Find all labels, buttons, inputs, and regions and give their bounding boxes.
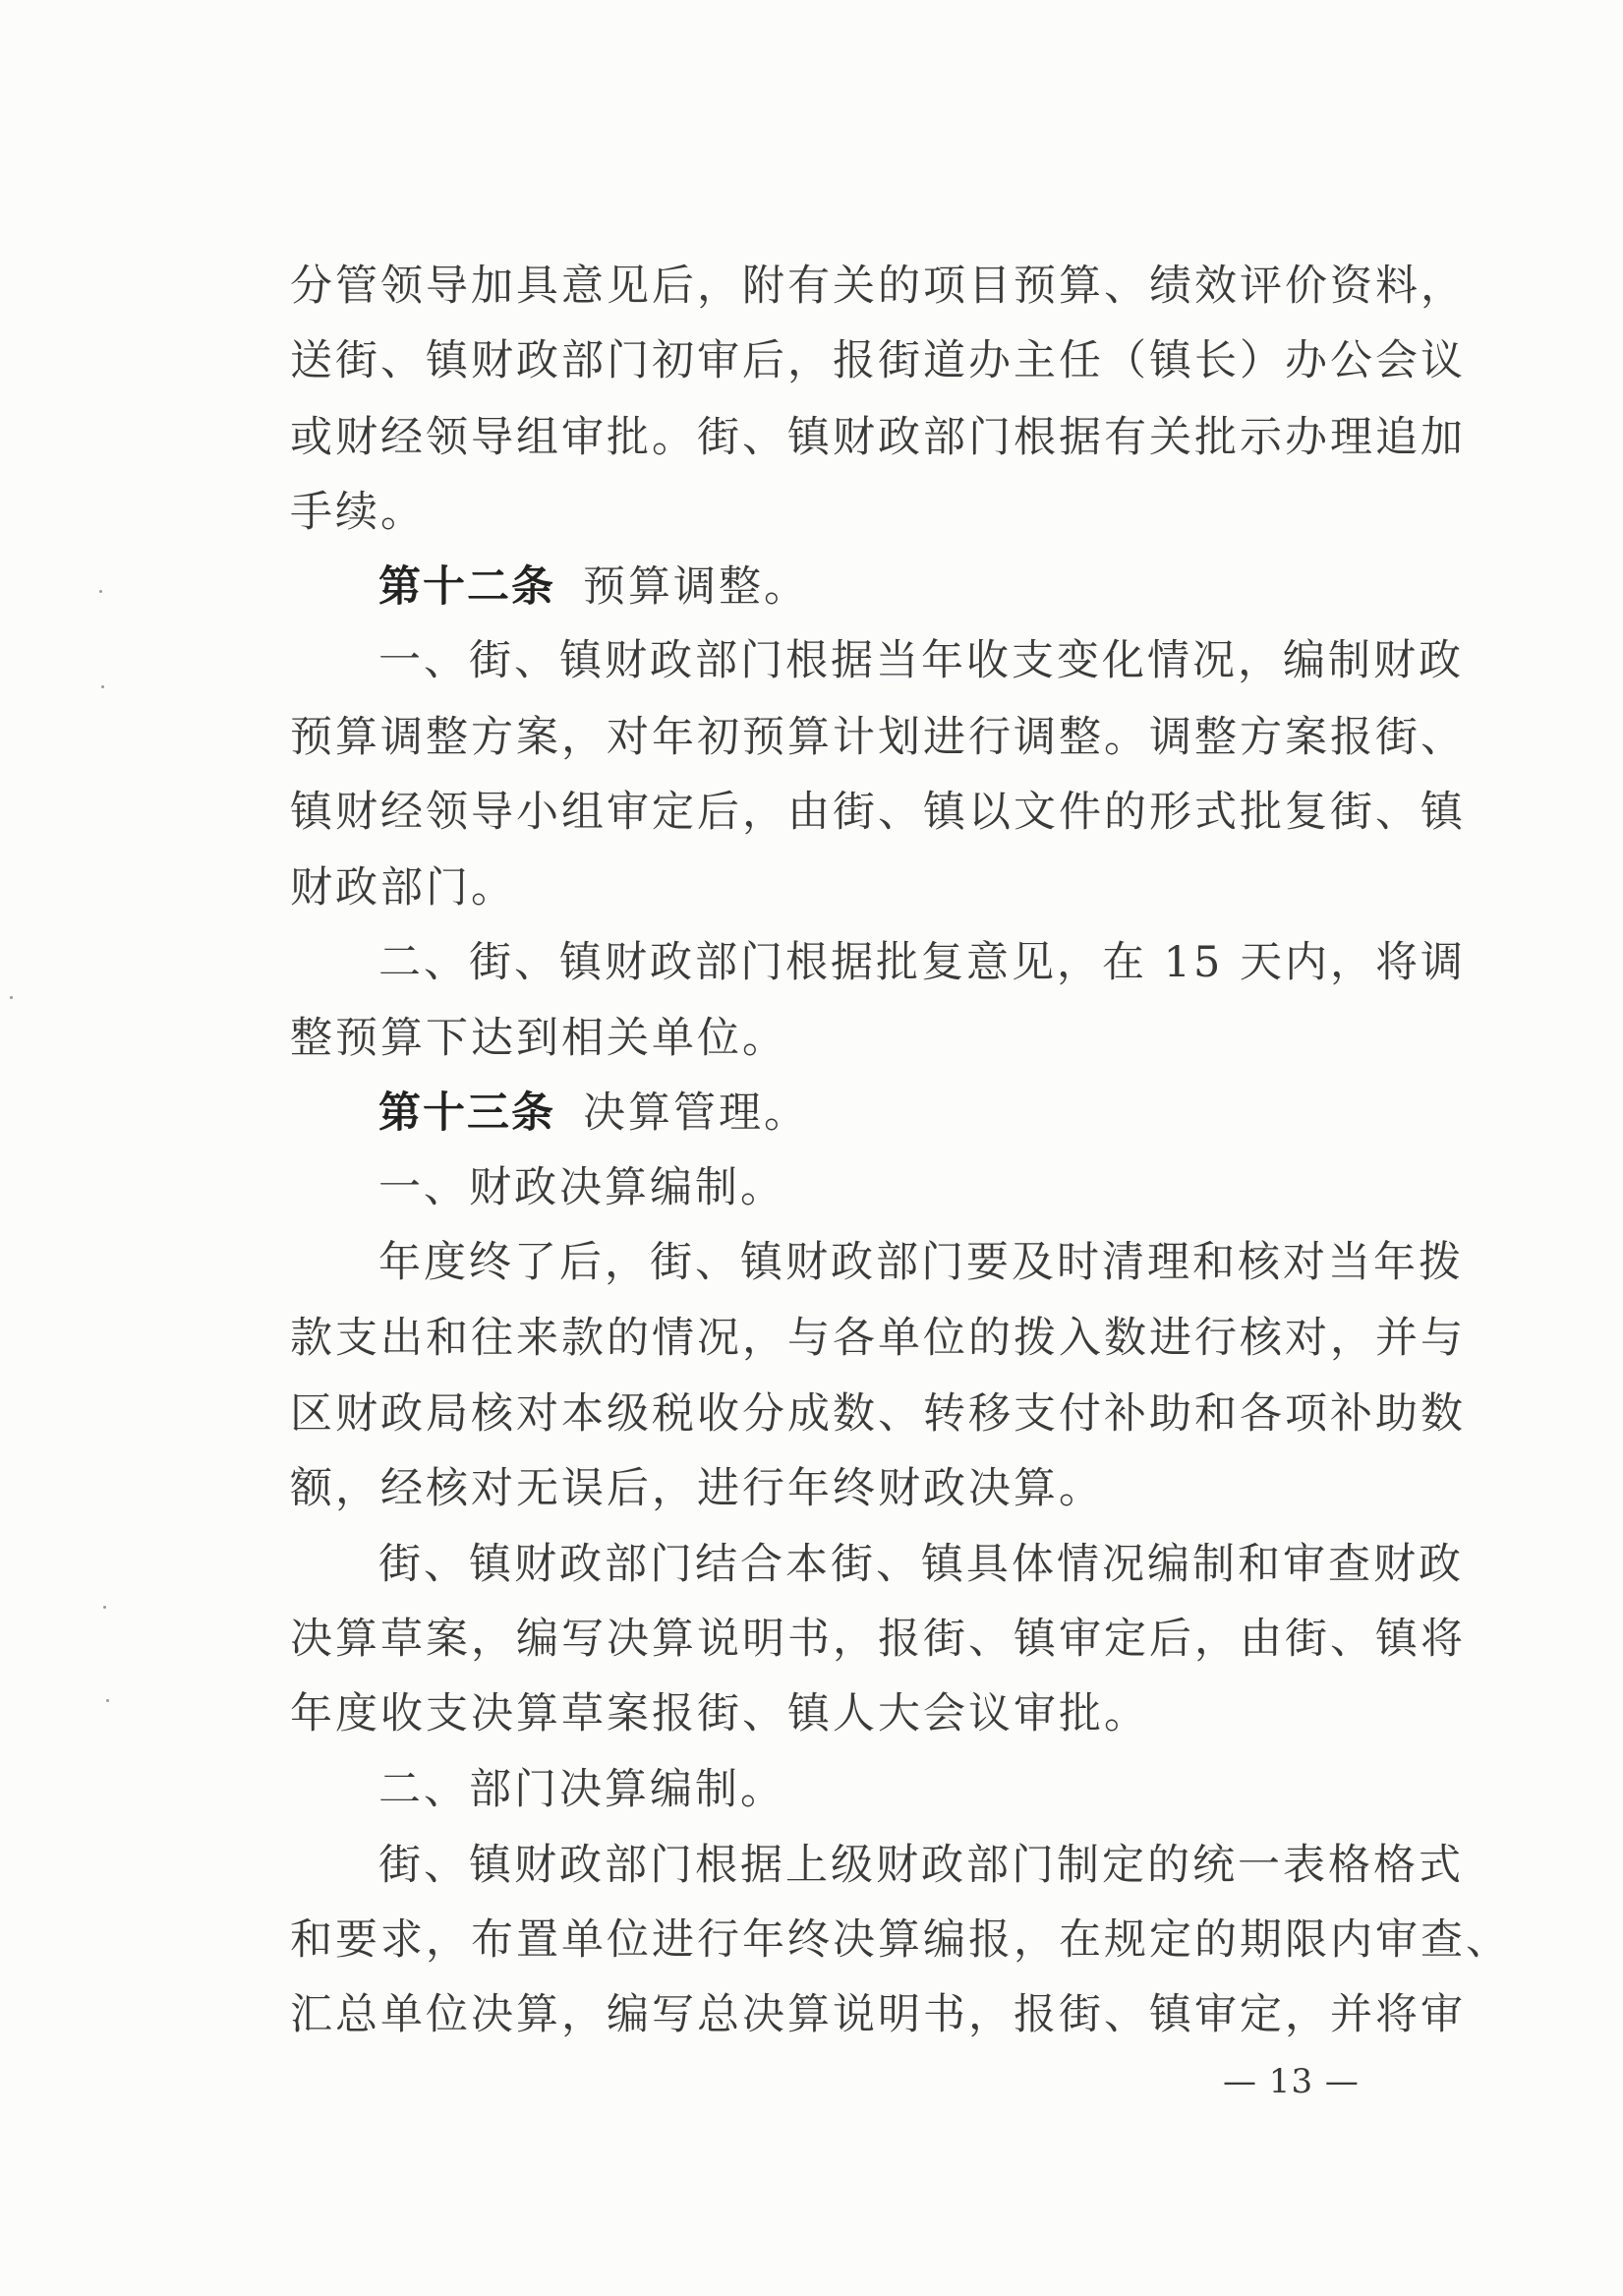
scan-speck [10,996,13,999]
body-line: 街、镇财政部门结合本街、镇具体情况编制和审查财政 [378,1540,1464,1589]
article-13-title: 决算管理。 [583,1089,809,1138]
body-line: 街、镇财政部门根据上级财政部门制定的统一表格格式 [378,1841,1464,1890]
scan-speck [106,1699,109,1702]
scan-speck [101,685,104,688]
body-line: 年度终了后，街、镇财政部门要及时清理和核对当年拨 [378,1238,1464,1287]
scan-speck [99,590,102,593]
body-line: 预算调整方案，对年初预算计划进行调整。调整方案报街、 [290,713,1466,762]
article-12-number: 第十二条 [378,562,555,612]
body-line: 分管领导加具意见后，附有关的项目预算、绩效评价资料， [290,262,1466,311]
body-line: 汇总单位决算，编写总决算说明书，报街、镇审定，并将审 [290,1990,1466,2039]
body-line: 决算草案，编写决算说明书，报街、镇审定后，由街、镇将 [290,1615,1466,1664]
body-line: 镇财经领导小组审定后，由街、镇以文件的形式批复街、镇 [290,788,1466,837]
page-number: — 13 — [1223,2062,1360,2101]
section-heading: 二、部门决算编制。 [378,1765,785,1814]
body-line: 财政部门。 [290,863,516,913]
scan-speck [103,1606,106,1609]
article-13-heading [378,1089,1362,1138]
body-line: 年度收支决算草案报街、镇人大会议审批。 [290,1689,1149,1738]
body-line: 手续。 [290,488,426,537]
body-line: 款支出和往来款的情况，与各单位的拨入数进行核对，并与 [290,1314,1466,1363]
article-12-title: 预算调整。 [583,562,809,612]
body-line: 或财经领导组审批。街、镇财政部门根据有关批示办理追加 [290,413,1466,462]
body-line: 送街、镇财政部门初审后，报街道办主任（镇长）办公会议 [290,336,1466,385]
article-12-heading [378,562,1362,612]
body-line: 二、街、镇财政部门根据批复意见，在 15 天内，将调 [378,938,1467,987]
body-line: 额，经核对无误后，进行年终财政决算。 [290,1464,1104,1513]
article-13-number: 第十三条 [378,1089,555,1138]
section-heading: 一、财政决算编制。 [378,1163,785,1212]
body-line: 区财政局核对本级税收分成数、转移支付补助和各项补助数 [290,1389,1466,1439]
body-line: 和要求，布置单位进行年终决算编报，在规定的期限内审查、 [290,1915,1511,1965]
body-line: 整预算下达到相关单位。 [290,1014,787,1063]
body-line: 一、街、镇财政部门根据当年收支变化情况，编制财政 [378,636,1464,685]
